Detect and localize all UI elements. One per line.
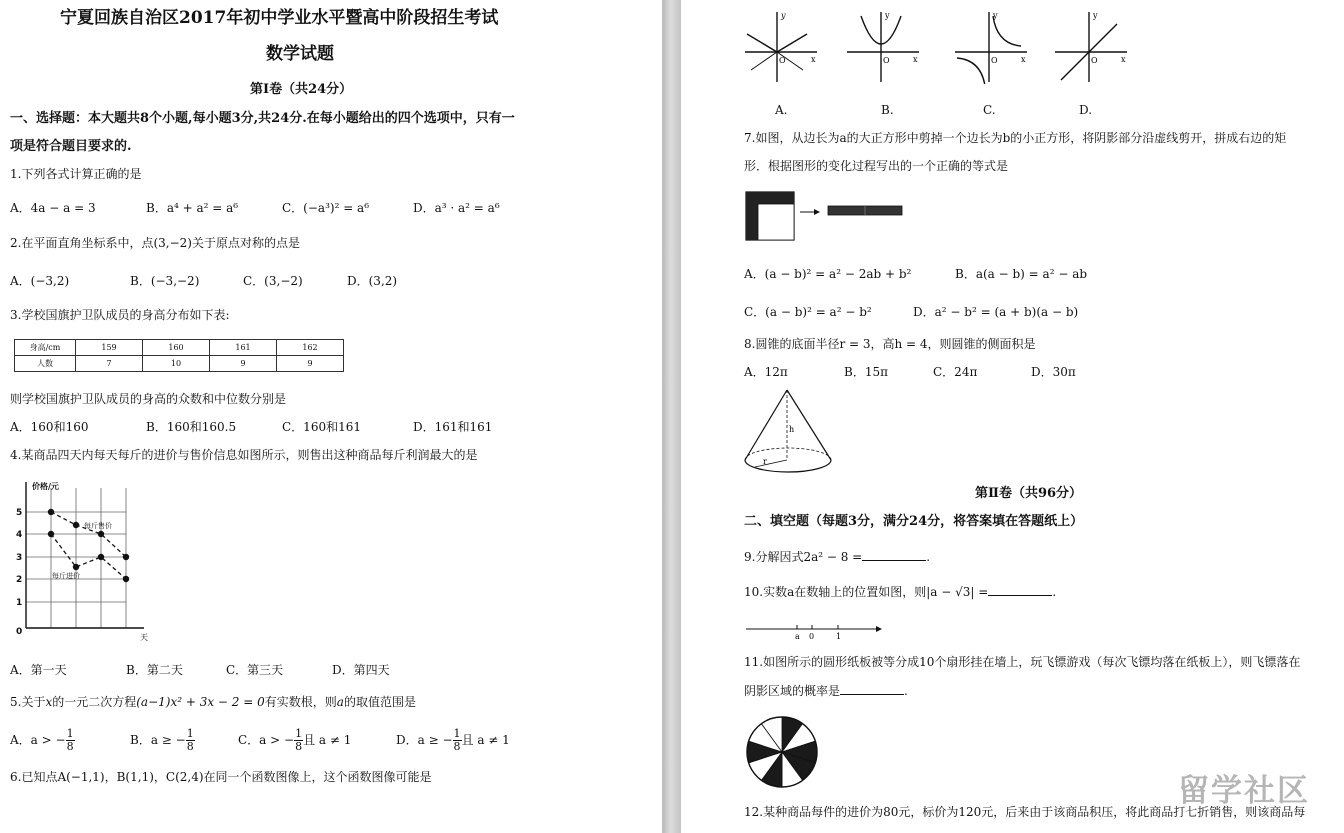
q7-stem-cont: 形．根据图形的变化过程写出的一个正确的等式是 [744,159,1009,173]
height-distribution-table [14,339,344,372]
table-cell: 9 [277,356,344,372]
q1-option-a: A．4a − a = 3 [10,201,96,215]
q10-stem [744,583,1056,600]
q5-option-d-text: D．a ≥ − [396,733,453,747]
q5-option-c-condition: 且 a ≠ 1 [303,733,352,747]
q5-option-a-text: A．a > − [10,733,66,747]
number-line-label: 0 [809,632,815,641]
graph-option-c [951,8,1031,84]
q5-stem-text: 有实数根，则 [264,695,337,709]
q7-option-a: A．(a − b)² = a² − 2ab + b² [744,267,912,281]
number-line-label: a [795,632,800,641]
sell-point [48,509,54,515]
axis-x-label: x [1021,55,1026,64]
cost-point [123,576,129,582]
y-tick-label: 4 [16,530,23,540]
sell-point [73,522,79,528]
q1-option-c: C．(−a³)² = a⁶ [282,201,370,215]
section1-instructions: 一、选择题：本大题共8个小题,每小题3分,共24分.在每小题给出的四个选项中，只有一 [10,111,515,126]
price-chart [10,478,150,646]
q7-option-b: B．a(a − b) = a² − ab [955,267,1088,281]
axis-x-label: x [811,55,816,64]
fraction-numerator: 1 [186,727,194,740]
table-cell: 人数 [15,356,76,372]
fraction-numerator: 1 [295,727,303,740]
q9-end: . [926,550,931,564]
q4-option-c: C．第三天 [226,663,284,677]
table-row [15,340,344,356]
square-diagram [744,188,914,246]
q5-stem [10,694,416,710]
q3-option-a: A．160和160 [10,420,89,434]
graph-label-a: A. [775,103,788,117]
sell-series-label: 每斤售价 [84,522,112,530]
y-tick-label: 1 [16,598,23,608]
q5-equation: (a−1)x² + 3x − 2 = 0 [136,695,265,709]
q11-answer-blank [840,682,904,695]
table-cell: 161 [210,340,277,356]
q4-option-a: A．第一天 [10,663,67,677]
q2-stem: 2.在平面直角坐标系中，点(3,−2)关于原点对称的点是 [10,236,300,250]
q8-stem: 8.圆锥的底面半径r = 3，高h = 4，则圆锥的侧面积是 [744,337,1036,351]
q5-variable-x: x [45,695,53,709]
q2-option-b: B．(−3,−2) [130,274,200,288]
number-line-label: 1 [836,632,842,641]
q9-stem-text: 9.分解因式2a² − 8 = [744,550,863,564]
watermark-text: 留学社区 [1178,773,1310,809]
q8-option-b: B．15π [844,365,888,379]
table-cell: 162 [277,340,344,356]
axis-origin-label: O [779,56,786,65]
number-line [744,618,884,642]
cost-series-label: 每斤进价 [52,572,80,580]
q4-option-b: B．第二天 [126,663,183,677]
cost-point [73,564,79,570]
watermark-logo [1178,765,1310,810]
q1-option-b: B．a⁴ + a² = a⁶ [146,201,239,215]
axis-y-label: y [993,11,998,20]
graph-option-d [1051,8,1131,84]
q5-variable-a: a [336,695,344,709]
fraction-numerator: 1 [66,727,74,740]
axis-origin-label: O [991,56,998,65]
q5-option-a [10,726,75,754]
q5-stem-text: 5.关于 [10,695,46,709]
cone-radius-label: r [763,457,767,466]
q3-stem: 3.学校国旗护卫队成员的身高分布如下表: [10,308,230,322]
q2-option-a: A．(−3,2) [10,274,70,288]
fraction [453,728,462,753]
axis-x-label: x [1121,55,1126,64]
table-cell: 9 [210,356,277,372]
sell-point [98,531,104,537]
q3-option-b: B．160和160.5 [146,420,237,434]
cost-point [98,554,104,560]
q6-stem: 6.已知点A(−1,1)，B(1,1)，C(2,4)在同一个函数图像上，这个函数图像可能是 [10,770,432,784]
q10-stem-text: 10.实数a在数轴上的位置如图，则|a − √3| = [744,585,989,599]
q8-option-a: A．12π [744,365,788,379]
part2-heading: 第Ⅱ卷（共96分） [975,486,1083,501]
graph-option-b [843,8,923,84]
q5-option-d-condition: 且 a ≠ 1 [461,733,510,747]
table-cell: 10 [143,356,210,372]
fraction [66,728,75,753]
graph-option-a [741,8,821,84]
q5-option-d [396,726,510,754]
cone-figure [741,388,837,476]
graph-label-d: D. [1079,103,1093,117]
q2-option-c: C．(3,−2) [243,274,303,288]
q4-stem: 4.某商品四天内每天每斤的进价与售价信息如图所示，则售出这种商品每斤利润最大的是 [10,448,478,462]
q8-option-d: D．30π [1031,365,1076,379]
section1-instructions-cont: 项是符合题目要求的. [10,139,132,154]
table-cell: 身高/cm [15,340,76,356]
y-tick-label: 2 [16,575,23,585]
exam-title: 宁夏回族自治区2017年初中学业水平暨高中阶段招生考试 [60,8,499,28]
y-tick-label: 0 [16,627,23,637]
q5-stem-text: 的取值范围是 [343,695,416,709]
q7-option-d: D．a² − b² = (a + b)(a − b) [913,305,1079,319]
fraction-denominator: 8 [186,740,194,753]
exam-subtitle: 数学试题 [266,44,334,64]
chart-y-label: 价格/元 [32,481,59,491]
q11-end: . [904,684,908,698]
axis-y-label: y [781,11,786,20]
table-row [15,356,344,372]
q11-stem: 11.如图所示的圆形纸板被等分成10个扇形挂在墙上，玩飞镖游戏（每次飞镖均落在纸板上），则飞镖落在 [744,655,1301,669]
fraction [186,728,195,753]
q9-answer-blank [862,548,926,561]
fraction [294,728,303,753]
fraction-denominator: 8 [66,740,74,753]
q5-option-b-text: B．a ≥ − [130,733,186,747]
q1-stem: 1.下列各式计算正确的是 [10,167,142,181]
chart-x-label: 天 [140,633,148,642]
q1-option-d: D．a³ · a² = a⁶ [413,201,500,215]
q5-stem-text: 的一元二次方程 [52,695,137,709]
fraction-denominator: 8 [453,740,461,753]
graph-label-c: C. [983,103,996,117]
cost-point [48,531,54,537]
fraction-denominator: 8 [295,740,303,753]
page-gutter [662,0,681,833]
part1-heading: 第Ⅰ卷（共24分） [250,82,353,97]
q10-answer-blank [988,583,1052,596]
left-page [0,0,662,833]
right-page [681,0,1344,833]
table-cell: 7 [76,356,143,372]
q5-option-b [130,726,195,754]
q7-stem: 7.如图，从边长为a的大正方形中剪掉一个边长为b的小正方形，将阴影部分沿虚线剪开，拼成右边的矩 [744,131,1287,145]
section2-instructions: 二、填空题（每题3分，满分24分，将答案填在答题纸上） [744,514,1084,529]
dartboard-figure [744,714,820,790]
sell-price-line [51,512,126,557]
q3-option-d: D．161和161 [413,420,493,434]
table-cell: 160 [143,340,210,356]
q3-question: 则学校国旗护卫队成员的身高的众数和中位数分别是 [10,392,287,406]
q11-stem-cont [744,682,908,699]
q9-stem [744,548,930,565]
q10-end: . [1052,585,1057,599]
sell-point [123,554,129,560]
q12-stem: 12.某种商品每件的进价为80元，标价为120元，后来由于该商品积压，将此商品打七折销售，则该商品每 [744,805,1306,819]
q8-option-c: C．24π [933,365,978,379]
fraction-numerator: 1 [453,727,461,740]
graph-label-b: B. [881,103,894,117]
axis-y-label: y [1093,11,1098,20]
q4-option-d: D．第四天 [332,663,390,677]
axis-x-label: x [913,55,918,64]
q11-stem-text: 阴影区域的概率是 [744,684,841,698]
y-tick-label: 3 [16,553,23,563]
q2-option-d: D．(3,2) [347,274,398,288]
q5-option-c-text: C．a > − [238,733,295,747]
cone-height-label: h [789,425,795,434]
table-cell: 159 [76,340,143,356]
axis-origin-label: O [883,56,890,65]
q5-option-c [238,726,351,754]
q3-option-c: C．160和161 [282,420,361,434]
y-tick-label: 5 [16,508,23,518]
q7-option-c: C．(a − b)² = a² − b² [744,305,872,319]
axis-y-label: y [885,11,890,20]
axis-origin-label: O [1091,56,1098,65]
